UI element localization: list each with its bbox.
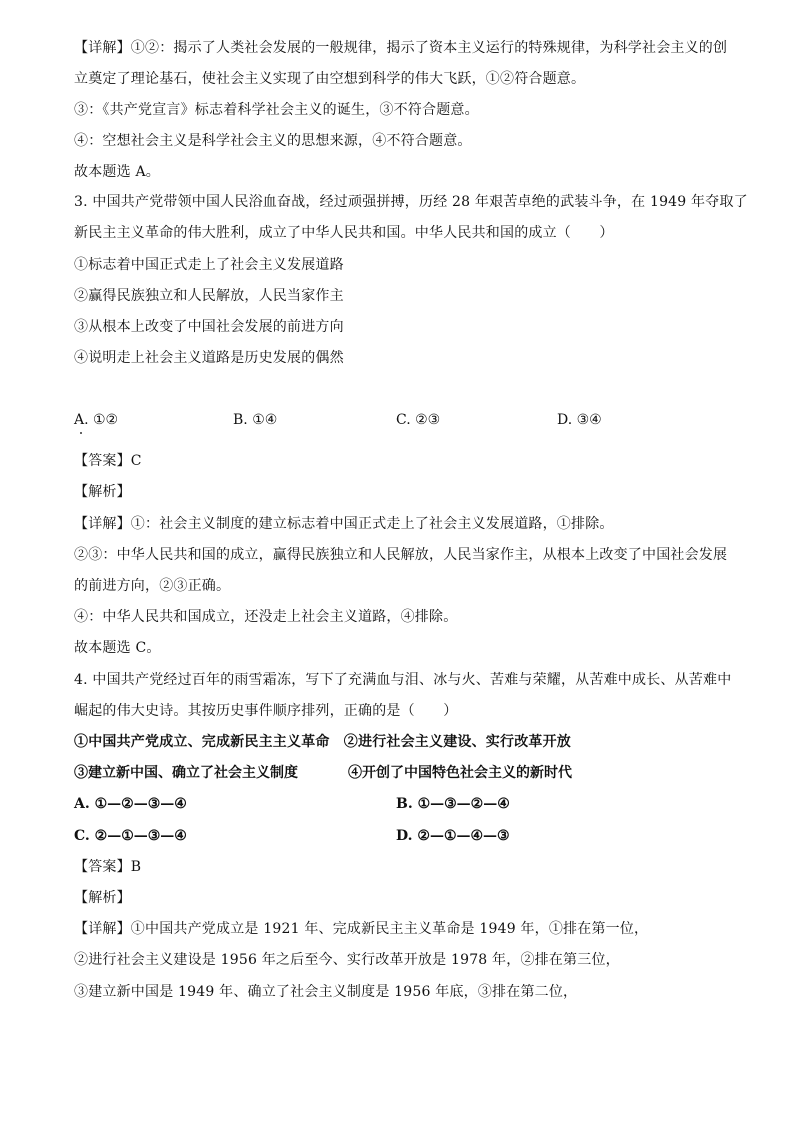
question-3-conclusion: 故本题选 C。 xyxy=(74,640,161,656)
detail-line: ④：空想社会主义是科学社会主义的思想来源，④不符合题意。 xyxy=(74,133,472,149)
question-3-answer: 【答案】C xyxy=(74,453,142,469)
question-4-items-row: ①中国共产党成立、完成新民主主义革命 ②进行社会主义建设、实行改革开放 xyxy=(74,734,571,750)
detail-line: 【详解】①②：揭示了人类社会发展的一般规律，揭示了资本主义运行的特殊规律，为科学社会主义的创 xyxy=(74,40,728,56)
question-3-stem: 3. 中国共产党带领中国人民浴血奋战，经过顽强拼搏，历经 28 年艰苦卓绝的武装斗争，在 1949 年夺取了 xyxy=(74,194,748,210)
question-4-detail: 【详解】①中国共产党成立是 1921 年、完成新民主主义革命是 1949 年，①排在第一位， xyxy=(74,921,649,937)
stray-dot xyxy=(80,432,82,434)
question-4-stem: 4. 中国共产党经过百年的雨雪霜冻，写下了充满血与泪、冰与火、苦难与荣耀，从苦难中成长、从苦难中 xyxy=(74,672,732,688)
question-4-item-3: ③建立新中国、确立了社会主义制度 xyxy=(74,765,298,781)
question-3-detail: ④：中华人民共和国成立，还没走上社会主义道路，④排除。 xyxy=(74,609,458,625)
question-4-stem: 崛起的伟大史诗。其按历史事件顺序排列，正确的是（ ） xyxy=(74,703,458,719)
question-4-option-d: D. ②—①—④—③ xyxy=(396,828,510,844)
question-4-answer: 【答案】B xyxy=(74,859,142,875)
question-4-option-c: C. ②—①—③—④ xyxy=(74,828,187,844)
question-3-option-b: B. ①④ xyxy=(233,412,278,428)
question-3-option-c: C. ②③ xyxy=(396,412,441,428)
detail-line: ③：《共产党宣言》标志着科学社会主义的诞生，③不符合题意。 xyxy=(74,102,479,118)
question-4-item-4: ④开创了中国特色社会主义的新时代 xyxy=(348,765,572,781)
question-3-option-a: A. ①② xyxy=(74,412,119,428)
conclusion-line: 故本题选 A。 xyxy=(74,164,160,180)
question-4-detail: ③建立新中国是 1949 年、确立了社会主义制度是 1956 年底，③排在第二位， xyxy=(74,984,578,1000)
question-3-analysis-label: 【解析】 xyxy=(74,484,131,500)
question-3-detail: ②③：中华人民共和国的成立，赢得民族独立和人民解放，人民当家作主，从根本上改变了中国社会发展 xyxy=(74,547,728,563)
question-3-item: ①标志着中国正式走上了社会主义发展道路 xyxy=(74,257,344,273)
question-3-item: ③从根本上改变了中国社会发展的前进方向 xyxy=(74,319,344,335)
question-3-detail: 的前进方向，②③正确。 xyxy=(74,578,231,594)
question-4-detail: ②进行社会主义建设是 1956 年之后至今、实行改革开放是 1978 年，②排在第三位， xyxy=(74,952,620,968)
detail-line: 立奠定了理论基石，使社会主义实现了由空想到科学的伟大飞跃，①②符合题意。 xyxy=(74,71,586,87)
question-3-detail: 【详解】①：社会主义制度的建立标志着中国正式走上了社会主义发展道路，①排除。 xyxy=(74,516,614,532)
question-3-option-d: D. ③④ xyxy=(557,412,602,428)
question-4-option-a: A. ①—②—③—④ xyxy=(74,796,187,812)
question-3-item: ②赢得民族独立和人民解放，人民当家作主 xyxy=(74,288,344,304)
question-3-stem: 新民主主义革命的伟大胜利，成立了中华人民共和国。中华人民共和国的成立（ ） xyxy=(74,225,614,241)
question-3-item: ④说明走上社会主义道路是历史发展的偶然 xyxy=(74,350,344,366)
question-4-option-b: B. ①—③—②—④ xyxy=(396,796,510,812)
question-4-analysis-label: 【解析】 xyxy=(74,890,131,906)
